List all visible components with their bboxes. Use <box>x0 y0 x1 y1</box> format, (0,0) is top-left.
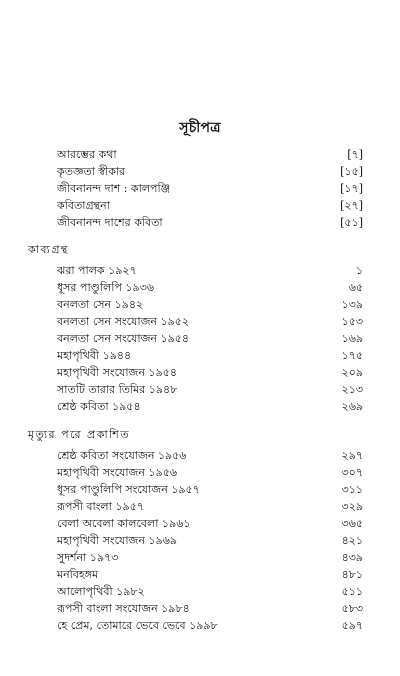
entry-page: ৫১১ <box>341 585 363 598</box>
entry-title: বেলা অবেলা কালবেলা ১৯৬১ <box>57 517 191 530</box>
entry-title: কবিতাগ্রন্থনা <box>57 199 110 212</box>
toc-entry <box>57 382 363 398</box>
entry-page: ১৬৯ <box>341 332 363 345</box>
toc-entry <box>57 584 363 600</box>
entry-page: ২০৯ <box>341 366 363 379</box>
entry-page: ২৬৯ <box>341 400 363 413</box>
entry-title: আরম্ভের কথা <box>57 148 117 161</box>
entry-page: ২৯৭ <box>341 449 363 462</box>
toc-entry <box>57 448 363 464</box>
entry-title: মনবিহঙ্গম <box>57 568 99 581</box>
entry-title: জীবনানন্দ দাশের কবিতা <box>57 216 163 229</box>
entry-title: বনলতা সেন সংযোজন ১৯৫৪ <box>57 332 190 345</box>
toc-entry <box>57 181 363 197</box>
toc-entry <box>57 399 363 415</box>
entry-title: বনলতা সেন ১৯৪২ <box>57 298 144 311</box>
entry-page: ৬৫ <box>348 281 363 294</box>
toc-entry <box>57 499 363 515</box>
entry-page: [৫১] <box>340 216 363 229</box>
entry-title: বনলতা সেন সংযোজন ১৯৫২ <box>57 315 190 328</box>
toc-entry <box>57 198 363 214</box>
page-title: সূচীপত্র <box>179 120 221 136</box>
section-heading: মৃত্যুর পরে প্রকাশিত <box>28 428 131 441</box>
toc-entry <box>57 215 363 231</box>
entry-title: মহাপৃথিবী ১৯৪৪ <box>57 349 132 362</box>
entry-title: ধূসর পাণ্ডুলিপি ১৯৩৬ <box>57 281 154 294</box>
entry-title: মহাপৃথিবী সংযোজন ১৯৬৯ <box>57 534 177 547</box>
entry-page: ৪২১ <box>341 534 363 547</box>
entry-page: ৫৮৩ <box>341 602 363 615</box>
toc-entry <box>57 618 363 634</box>
entry-title: মহাপৃথিবী সংযোজন ১৯৫৪ <box>57 366 177 379</box>
entry-page: ৩১১ <box>341 483 363 496</box>
toc-entry <box>57 280 363 296</box>
entry-page: ৫৯৭ <box>341 619 363 632</box>
entry-page: [৭] <box>347 148 363 161</box>
entry-page: ১৩৯ <box>341 298 363 311</box>
entry-title: ঝরা পালক ১৯২৭ <box>57 264 137 277</box>
toc-entry <box>57 365 363 381</box>
entry-page: ৪৮১ <box>341 568 363 581</box>
entry-title: রূপসী বাংলা ১৯৫৭ <box>57 500 144 513</box>
toc-entry <box>57 147 363 163</box>
toc-entry <box>57 297 363 313</box>
entry-page: [১৫] <box>340 165 363 178</box>
entry-title: হে প্রেম, তোমারে ভেবে ভেবে ১৯৯৮ <box>57 619 218 632</box>
toc-entry <box>57 482 363 498</box>
entry-title: সুদর্শনা ১৯৭৩ <box>57 551 119 564</box>
toc-entry <box>57 331 363 347</box>
toc-entry <box>57 348 363 364</box>
entry-title: জীবনানন্দ দাশ : কালপঞ্জি <box>57 182 171 195</box>
toc-entry <box>57 465 363 481</box>
entry-page: ৪৩৯ <box>341 551 363 564</box>
entry-title: সাতটি তারার তিমির ১৯৪৮ <box>57 383 178 396</box>
toc-entry <box>57 516 363 532</box>
entry-page: ৩৬৫ <box>341 517 363 530</box>
entry-title: কৃতজ্ঞতা স্বীকার <box>57 165 126 178</box>
entry-page: ২১৩ <box>341 383 363 396</box>
toc-entry <box>57 263 363 279</box>
entry-page: ১৭৫ <box>341 349 363 362</box>
entry-page: ৩০৭ <box>341 466 363 479</box>
entry-title: ধূসর পাণ্ডুলিপি সংযোজন ১৯৫৭ <box>57 483 200 496</box>
entry-page: ১ <box>355 264 363 277</box>
toc-entry <box>57 567 363 583</box>
entry-title: শ্রেষ্ঠ কবিতা সংযোজন ১৯৫৬ <box>57 449 187 462</box>
section-heading: কাব্যগ্রন্থ <box>28 243 69 256</box>
entry-title: আলোপৃথিবী ১৯৮২ <box>57 585 145 598</box>
entry-title: শ্রেষ্ঠ কবিতা ১৯৫৪ <box>57 400 141 413</box>
entry-title: মহাপৃথিবী সংযোজন ১৯৫৬ <box>57 466 177 479</box>
entry-page: ১৫৩ <box>341 315 363 328</box>
entry-page: [২৭] <box>340 199 363 212</box>
toc-entry <box>57 550 363 566</box>
toc-entry <box>57 533 363 549</box>
entry-title: রূপসী বাংলা সংযোজন ১৯৮৪ <box>57 602 190 615</box>
toc-entry <box>57 314 363 330</box>
toc-entry <box>57 601 363 617</box>
toc-entry <box>57 164 363 180</box>
entry-page: ৩২৯ <box>341 500 363 513</box>
entry-page: [১৭] <box>340 182 363 195</box>
